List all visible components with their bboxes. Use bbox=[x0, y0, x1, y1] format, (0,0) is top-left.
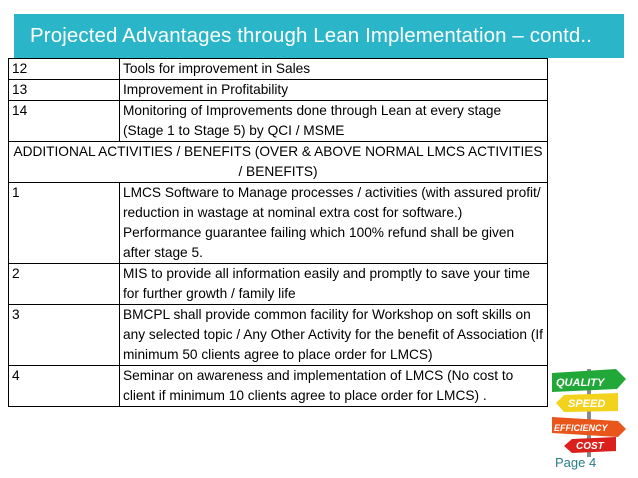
table-row bbox=[9, 305, 548, 366]
section-heading: ADDITIONAL ACTIVITIES / BENEFITS (OVER & ABOVE NORMAL LMCS ACTIVITIES / BENEFITS) bbox=[9, 142, 548, 183]
speed-sign-label: SPEED bbox=[568, 398, 606, 410]
table-row bbox=[9, 366, 548, 407]
quality-sign bbox=[552, 369, 626, 392]
table-row bbox=[9, 183, 548, 264]
table-row bbox=[9, 80, 548, 101]
row-number: 12 bbox=[9, 59, 120, 80]
table-row bbox=[9, 59, 548, 80]
row-text: Monitoring of Improvements done through Lean at every stage (Stage 1 to Stage 5) by QCI / MSME bbox=[120, 101, 548, 142]
row-number: 3 bbox=[9, 305, 120, 366]
row-text: BMCPL shall provide common facility for Workshop on soft skills on any selected topic / Any Other Activity for the benefit of Association (If minimum 50 clients agree to place order for LMCS) bbox=[120, 305, 548, 366]
title-bar bbox=[14, 14, 624, 58]
row-text: Improvement in Profitability bbox=[120, 80, 548, 101]
cost-sign-label: COST bbox=[576, 441, 604, 452]
row-text: Seminar on awareness and implementation of LMCS (No cost to client if minimum 10 clients agree to place order for LMCS) . bbox=[120, 366, 548, 407]
row-text: Tools for improvement in Sales bbox=[120, 59, 548, 80]
row-number: 13 bbox=[9, 80, 120, 101]
row-number: 2 bbox=[9, 264, 120, 305]
cost-sign bbox=[564, 437, 616, 453]
signpost-illustration bbox=[550, 365, 630, 457]
speed-sign bbox=[556, 393, 618, 412]
quality-sign-label: QUALITY bbox=[556, 377, 605, 389]
table-row bbox=[9, 101, 548, 142]
efficiency-sign bbox=[552, 417, 626, 437]
row-number: 4 bbox=[9, 366, 120, 407]
row-number: 14 bbox=[9, 101, 120, 142]
benefits-table bbox=[8, 58, 548, 407]
section-heading-row bbox=[9, 142, 548, 183]
table-row bbox=[9, 264, 548, 305]
efficiency-sign-label: EFFICIENCY bbox=[554, 423, 608, 433]
row-text: MIS to provide all information easily and promptly to save your time for further growth / family life bbox=[120, 264, 548, 305]
row-number: 1 bbox=[9, 183, 120, 264]
slide-title: Projected Advantages through Lean Implementation – contd.. bbox=[30, 24, 592, 47]
page-number: Page 4 bbox=[555, 455, 597, 470]
row-text: LMCS Software to Manage processes / activities (with assured profit/ reduction in wastage at nominal extra cost for software.) Performance guarantee failing which 100% refund shall be given after stage 5. bbox=[120, 183, 548, 264]
